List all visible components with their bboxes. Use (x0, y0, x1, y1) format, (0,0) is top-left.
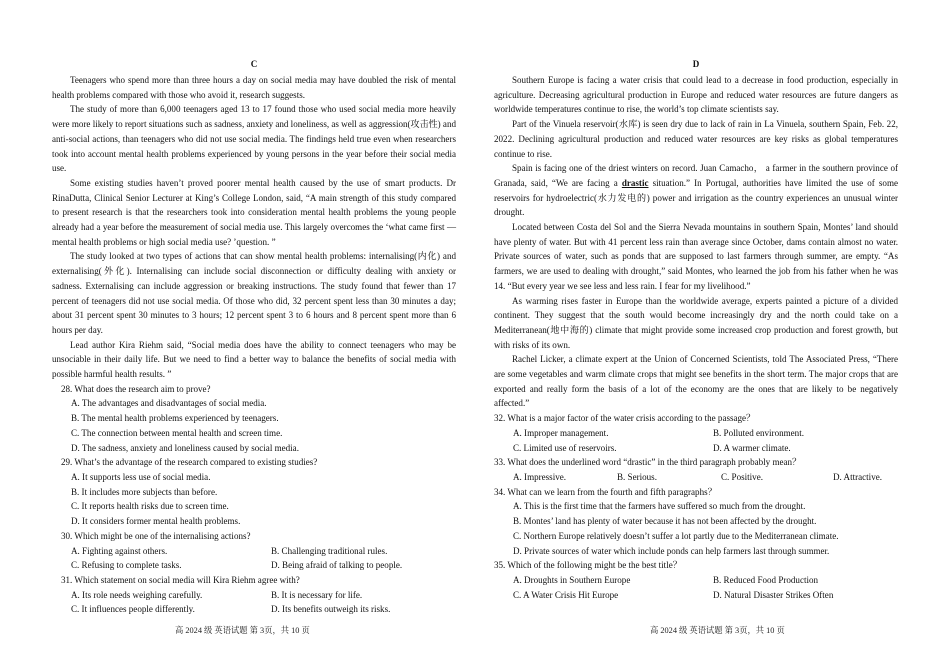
answer-option: A. This is the first time that the farmers have suffered so much from the drought. (513, 501, 806, 512)
passage-c-paragraph: Some existing studies haven’t proved poorer mental health caused by the use of smart products. Dr RinaDutta, Clinical Senior Lecturer at King’s College London, said, “A main strength of this study compared to present research is that the researchers took into consideration mental health problems the young people already had a year before the measurement of social media use. This largely overcomes the ‘what came first — mental health problems or high social media use? ’question. ” (52, 177, 456, 247)
answer-option: C. Positive. (721, 471, 763, 482)
paragraph-text: situation.” In Portugal, authorities have limited the use of some reservoirs for hydroelectric(水力发电的) power and irrigation as the country experiences an unusual winter drought. (494, 177, 898, 218)
question-stem: 29. What’s the advantage of the research compared to existing studies? (61, 457, 318, 468)
passage-d (494, 57, 898, 602)
question-34 (494, 485, 898, 559)
question-stem: 30. Which might be one of the internalising actions? (61, 530, 251, 541)
question-33 (494, 455, 898, 484)
answer-option: C. Limited use of reservoirs. (513, 442, 617, 453)
answer-option: D. Being afraid of talking to people. (271, 560, 403, 571)
passage-c-title: C (250, 59, 258, 69)
answer-option-row (52, 558, 456, 573)
answer-option: B. It includes more subjects than before. (71, 486, 218, 497)
passage-c (52, 57, 456, 617)
passage-c-paragraph: Lead author Kira Riehm said, “Social media does have the ability to connect teenagers who may be unsociable in their daily life. But we need to find a better way to balance the benefits of social media with possible harmful health results. ” (52, 339, 456, 380)
answer-option: A. Droughts in Southern Europe (513, 574, 631, 585)
answer-option: C. The connection between mental health and screen time. (71, 427, 283, 438)
answer-option: D. It considers former mental health problems. (71, 516, 241, 527)
answer-option: A. Its role needs weighing carefully. (71, 589, 203, 600)
question-stem: 32. What is a major factor of the water crisis according to the passage？ (494, 413, 756, 424)
paragraph-text: Spain is facing one of the driest winters on record. Juan Camacho， a farmer in the southern province of Granada, said, “We are facing a (494, 163, 898, 188)
passage-d-paragraph: Located between Costa del Sol and the Sierra Nevada mountains in southern Spain, Montes’ land should have plenty of water. But with 41 percent less rain than average since October, dams contain almost no water. Private sources of water, such as ponds that are supposed to last farmers through summer, are empty. “As farmers, we are used to dealing with drought,” said Montes, who learned the job from his father when he was 14. “But every year we see less and less rain. I fear for my livelihood.” (494, 222, 898, 291)
answer-option: A. Fighting against others. (71, 545, 168, 556)
answer-option: D. Its benefits outweigh its risks. (271, 604, 391, 615)
question-stem: 35. Which of the following might be the best title？ (494, 560, 682, 571)
answer-option-row (494, 441, 898, 456)
passage-c-paragraph: Teenagers who spend more than three hours a day on social media may have doubled the risk of mental health problems compared with those who avoid it, research suggests. (52, 75, 456, 100)
answer-option: A. Impressive. (513, 471, 567, 482)
answer-option: B. It is necessary for life. (271, 589, 363, 600)
answer-option-row (52, 588, 456, 603)
answer-option: A. The advantages and disadvantages of social media. (71, 398, 267, 409)
answer-option-row (494, 426, 898, 441)
passage-d-paragraph: Southern Europe is facing a water crisis that could lead to a decrease in food production, especially in agriculture. Decreasing agricultural production in Europe and reduced water resources are future dangers as worldwide temperatures continue to rise, the world’s top climate scientists say. (494, 75, 898, 115)
answer-option: C. It reports health risks due to screen time. (71, 501, 229, 512)
answer-option: D. Attractive. (833, 471, 882, 482)
passage-c-paragraph: The study of more than 6,000 teenagers aged 13 to 17 found those who used social media more heavily were more likely to report situations such as sadness, anxiety and loneliness, as well as aggression(攻击性) and anti-social actions, than teenagers who did not use social media. The findings held true even when researchers took into account mental health problems experienced by young persons in the year before their social media use. (52, 104, 456, 174)
passage-c-paragraph: The study looked at two types of actions that can show mental health problems: internalising(内化) and externalising(外化). Internalising can include social disconnection or difficulty dealing with anxiety or sadness. Externalising can include aggression or breaking instructions. The study found that fewer than 17 percent of teenagers did not use social media. Of those who did, 32 percent spent less than 30 minutes a day; about 31 percent spent 30 minutes to 3 hours; 12 percent spent 3 to 6 hours and 8 percent spent more than 6 hours per day. (52, 251, 456, 335)
question-stem: 34. What can we learn from the fourth and fifth paragraphs？ (494, 486, 717, 497)
answer-option: D. Natural Disaster Strikes Often (713, 589, 834, 600)
answer-option: C. Refusing to complete tasks. (71, 560, 182, 571)
answer-option: C. Northern Europe relatively doesn’t suffer a lot partly due to the Mediterranean climate. (513, 530, 839, 541)
question-29 (52, 455, 456, 529)
question-stem: 28. What does the research aim to prove? (61, 383, 211, 394)
answer-option: B. Serious. (617, 471, 657, 482)
answer-option-row (494, 588, 898, 603)
underlined-keyword: drastic (621, 177, 649, 188)
answer-option-row (52, 602, 456, 617)
answer-option: D. Private sources of water which include ponds can help farmers last through summer. (513, 545, 830, 556)
passage-d-paragraph: Rachel Licker, a climate expert at the Union of Concerned Scientists, told The Associated Press, “There are some vegetables and warm climate crops that might see benefits in the short term. The major crops that are exported and really form the basis of a lot of the economy are the ones that are likely to be negatively affected.” (494, 354, 898, 409)
page-footer-left: 高 2024 级 英语试题 第 3页，共 10 页 (175, 626, 310, 635)
answer-option: B. Montes’ land has plenty of water because it has not been affected by the drought. (513, 516, 817, 527)
answer-option-row (494, 470, 898, 485)
question-35 (494, 558, 898, 602)
question-31 (52, 573, 456, 617)
answer-option: B. Polluted environment. (713, 427, 804, 438)
passage-d-paragraph (494, 161, 898, 220)
answer-option: D. A warmer climate. (713, 442, 791, 453)
answer-option: D. The sadness, anxiety and loneliness caused by social media. (71, 442, 299, 453)
answer-option: C. It influences people differently. (71, 604, 195, 615)
answer-option: C. A Water Crisis Hit Europe (513, 589, 619, 600)
question-28 (52, 382, 456, 456)
page-footer-right: 高 2024 级 英语试题 第 3页，共 10 页 (650, 626, 785, 635)
answer-option: A. Improper management. (513, 427, 609, 438)
answer-option: B. Challenging traditional rules. (271, 545, 388, 556)
answer-option-row (494, 573, 898, 588)
question-32 (494, 411, 898, 455)
question-stem: 31. Which statement on social media will Kira Riehm agree with? (61, 574, 300, 585)
answer-option-row (52, 544, 456, 559)
answer-option: A. It supports less use of social media. (71, 471, 211, 482)
passage-d-paragraph: Part of the Vinuela reservoir(水库) is seen dry due to lack of rain in La Vinuela, southern Spain, Feb. 22, 2022. Declining agricultural production and reduced water resources are key risks as global temperatures continue to rise. (494, 119, 898, 159)
answer-option: B. Reduced Food Production (713, 574, 819, 585)
question-stem: 33. What does the underlined word “drastic” in the third paragraph probably mean？ (494, 457, 802, 468)
question-30 (52, 529, 456, 573)
passage-d-title: D (692, 59, 700, 69)
answer-option: B. The mental health problems experienced by teenagers. (71, 413, 279, 424)
passage-d-paragraph: As warming rises faster in Europe than the worldwide average, experts painted a picture of a divided continent. They suggest that the south would become increasingly dry and the north could take on a Mediterranean(地中海的) climate that might provide some increased crop production and forest growth, but with risks of its own. (494, 295, 898, 350)
